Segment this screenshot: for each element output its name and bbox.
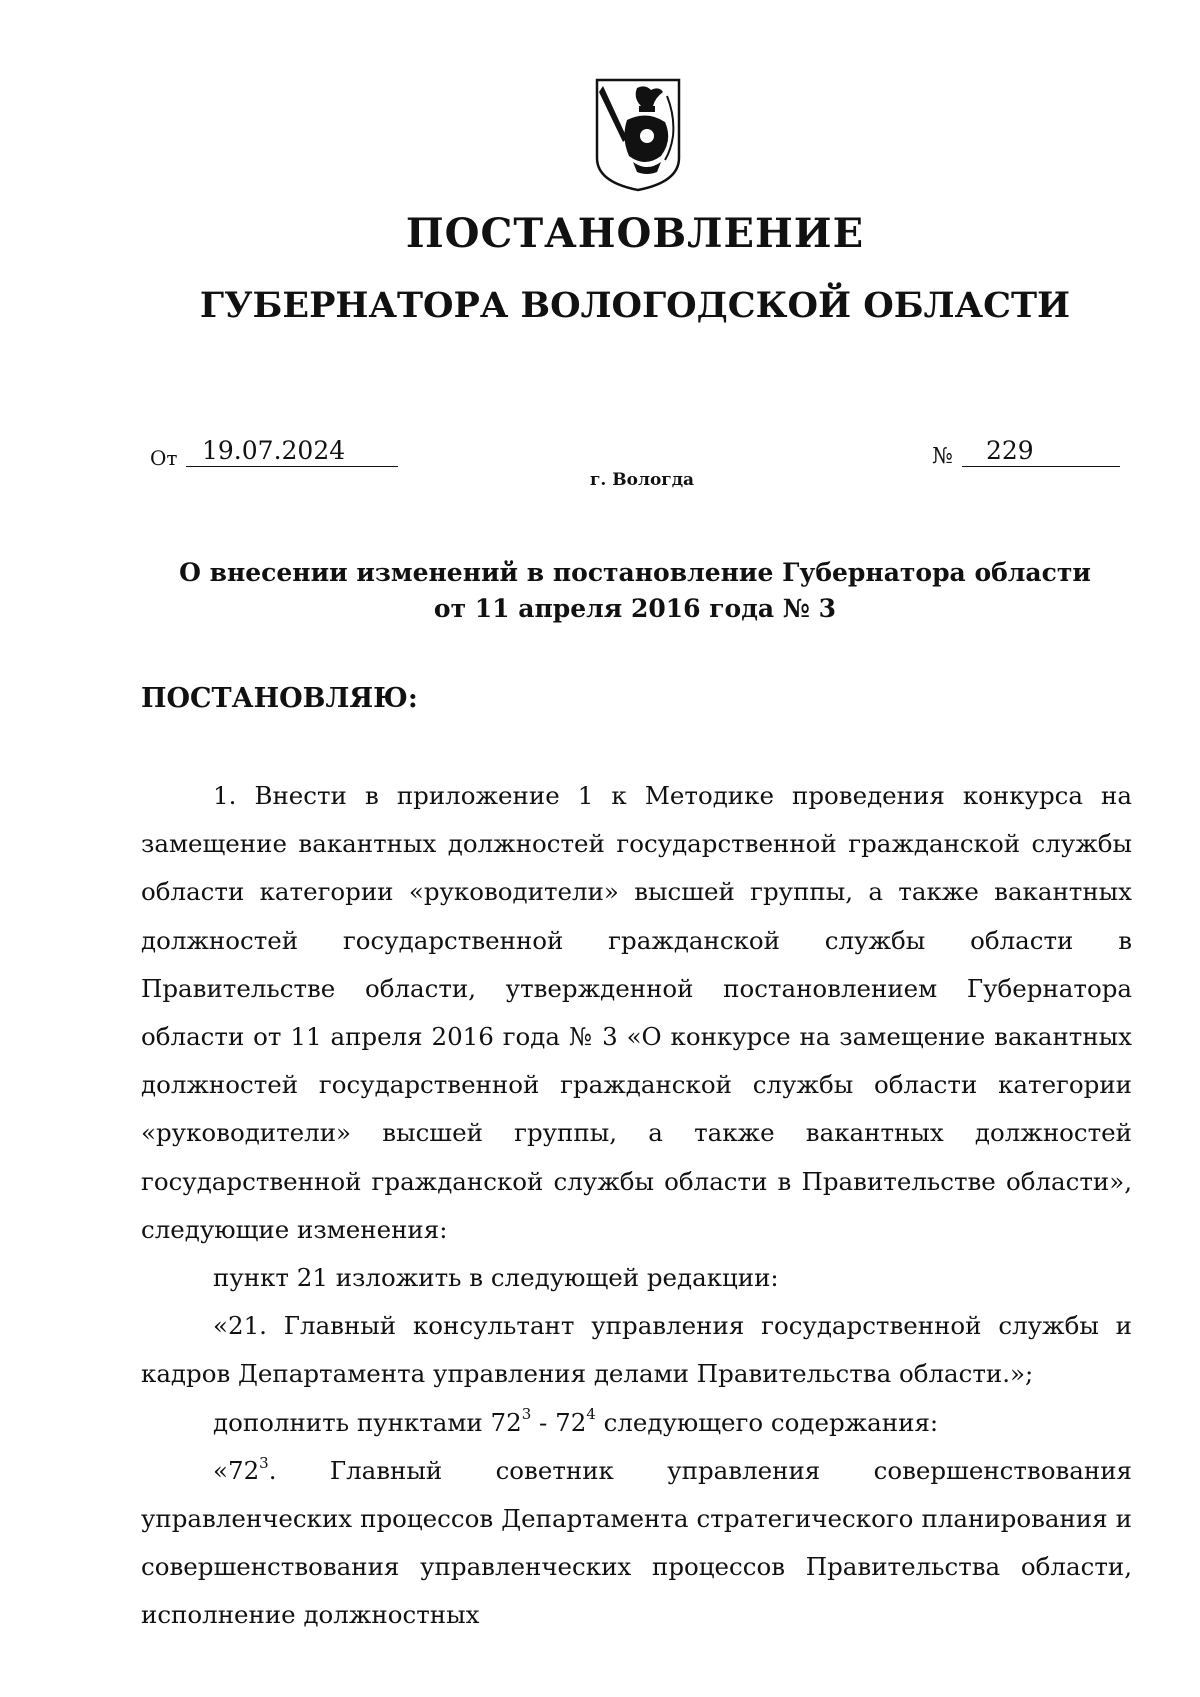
document-number: 229 <box>962 436 1120 467</box>
document-title: ПОСТАНОВЛЕНИЕ <box>405 210 865 257</box>
decree-word: ПОСТАНОВЛЯЮ: <box>141 683 418 714</box>
number-label: № <box>932 444 953 469</box>
paragraph-2: пункт 21 изложить в следующей редакции: <box>213 1263 779 1293</box>
document-issuer: ГУБЕРНАТОРА ВОЛОГОДСКОЙ ОБЛАСТИ <box>199 285 1071 326</box>
document-body <box>141 772 1132 1640</box>
paragraph-5-text-b: . Главный советник управления совершенствования управленческих процессов Департамента стратегического планирования и совершенствования управленческих процессов Правительства области, исполнение должностных <box>141 1455 1132 1630</box>
paragraph-4-text-b: - 72 <box>531 1407 587 1437</box>
paragraph-5 <box>141 1447 1132 1640</box>
date-label: От <box>150 446 178 470</box>
paragraph-4-text-c: следующего содержания: <box>595 1407 939 1437</box>
document-city: г. Вологда <box>590 470 695 490</box>
superscript: 3 <box>259 1453 269 1472</box>
subject-line-2: от 11 апреля 2016 года № 3 <box>433 594 837 623</box>
paragraph-3: «21. Главный консультант управления государственной службы и кадров Департамента управления делами Правительства области.»; <box>141 1311 1132 1389</box>
coat-of-arms-icon <box>593 76 683 194</box>
paragraph-4 <box>141 1399 1132 1447</box>
subject-line-1: О внесении изменений в постановление Губернатора области <box>179 558 1091 587</box>
paragraph-5-text-a: «72 <box>213 1455 260 1485</box>
paragraph-1: 1. Внести в приложение 1 к Методике проведения конкурса на замещение вакантных должностей государственной гражданской службы области категории «руководители» высшей группы, а также вакантных должностей государственной гражданской службы области в Правительстве области, утвержденной постановлением Губернатора области от 11 апреля 2016 года № 3 «О конкурсе на замещение вакантных должностей государственной гражданской службы области категории «руководители» высшей группы, а также вакантных должностей государственной гражданской службы области в Правительстве области», следующие изменения: <box>141 781 1132 1244</box>
document-date: 19.07.2024 <box>186 436 398 467</box>
document-subject <box>0 555 1200 627</box>
paragraph-4-text-a: дополнить пунктами 72 <box>213 1407 522 1437</box>
superscript: 3 <box>521 1405 532 1424</box>
superscript: 4 <box>586 1405 596 1424</box>
